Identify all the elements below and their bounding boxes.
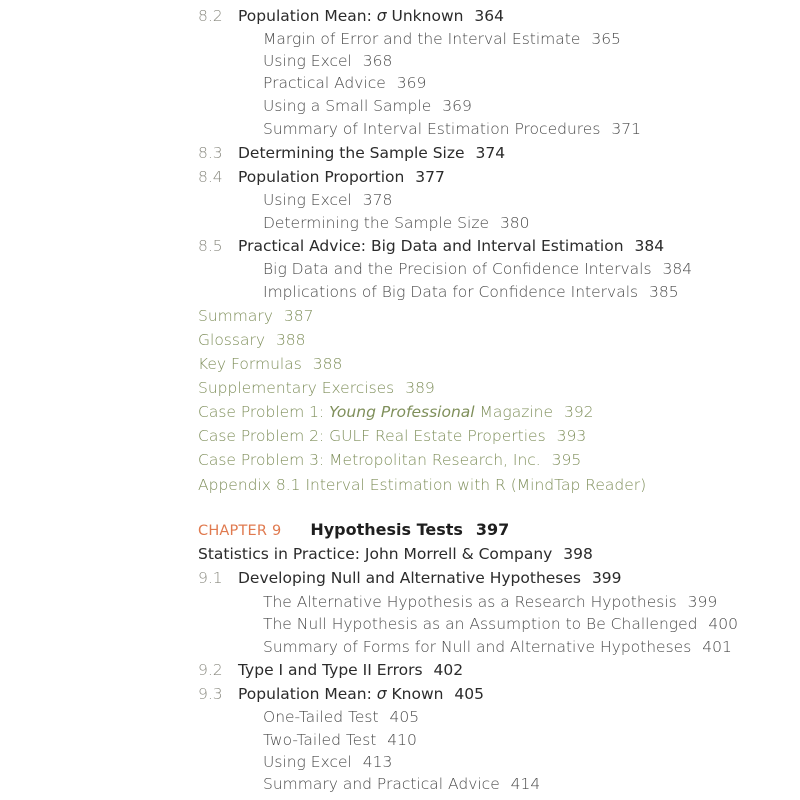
subentry-title: Summary of Interval Estimation Procedures (263, 120, 601, 138)
page-number: 384 (662, 260, 693, 278)
toc-subentry[interactable] (263, 774, 540, 794)
toc-entry-9-1[interactable] (198, 568, 622, 588)
toc-end-entry-summary[interactable] (198, 306, 313, 326)
toc-entry-8-2[interactable] (198, 6, 504, 26)
page-number: 368 (362, 52, 393, 70)
toc-end-entry-appendix-8-1[interactable] (198, 475, 646, 495)
toc-subentry[interactable] (263, 752, 392, 772)
page-number: 378 (362, 191, 393, 209)
toc-entry-8-5[interactable] (198, 236, 664, 256)
subentry-title: Summary of Forms for Null and Alternative Hypotheses (263, 638, 692, 656)
section-number: 9.1 (198, 569, 223, 587)
page-number: 414 (510, 775, 541, 793)
subentry-title: Summary and Practical Advice (263, 775, 500, 793)
subentry-title: Two-Tailed Test (263, 731, 377, 749)
section-title: Developing Null and Alternative Hypotheses (238, 569, 581, 587)
section-title: Determining the Sample Size (238, 144, 465, 162)
toc-subentry[interactable] (263, 73, 426, 93)
entry-title: Appendix 8.1 Interval Estimation with R (MindTap Reader) (198, 476, 647, 494)
page-number: 385 (649, 283, 679, 301)
page-number: 398 (563, 545, 593, 563)
subentry-title: Using a Small Sample (263, 97, 432, 115)
page-number: 384 (634, 237, 665, 255)
toc-subentry[interactable] (263, 707, 419, 727)
toc-end-entry-case-problem-2[interactable] (198, 426, 586, 446)
page-number: 400 (708, 615, 738, 633)
entry-title: Case Problem 1: Young Professional Magazine (198, 403, 554, 421)
toc-subentry[interactable] (263, 119, 641, 139)
subentry-title: Using Excel (263, 753, 352, 771)
page-number: 405 (389, 708, 420, 726)
page-number: 377 (415, 168, 445, 186)
page-number: 388 (275, 331, 306, 349)
toc-subentry[interactable] (263, 730, 417, 750)
page-number: 380 (499, 214, 530, 232)
page-number: 387 (283, 307, 314, 325)
toc-end-entry-case-problem-3[interactable] (198, 450, 581, 470)
entry-title: Case Problem 3: Metropolitan Research, Inc. (198, 451, 541, 469)
section-title: Population Proportion (238, 168, 405, 186)
subentry-title: Using Excel (263, 52, 352, 70)
page-number: 395 (551, 451, 582, 469)
page-number: 374 (475, 144, 506, 162)
entry-title: Statistics in Practice: John Morrell & Company (198, 545, 553, 563)
subentry-title: Implications of Big Data for Confidence Intervals (263, 283, 639, 301)
page-number: 371 (611, 120, 641, 138)
section-number: 9.2 (198, 661, 223, 679)
section-title: Type I and Type II Errors (238, 661, 423, 679)
subentry-title: The Null Hypothesis as an Assumption to Be Challenged (263, 615, 698, 633)
subentry-title: The Alternative Hypothesis as a Research Hypothesis (263, 593, 677, 611)
section-number: 8.2 (198, 7, 223, 25)
subentry-title: Big Data and the Precision of Confidence Intervals (263, 260, 652, 278)
page-number: 365 (591, 30, 621, 48)
section-number: 8.4 (198, 168, 223, 186)
page-number: 399 (591, 569, 622, 587)
toc-subentry[interactable] (263, 29, 621, 49)
page-number: 388 (312, 355, 343, 373)
chapter-page-number: 397 (475, 520, 510, 539)
chapter-title: Hypothesis Tests (310, 520, 463, 539)
subentry-title: Using Excel (263, 191, 352, 209)
page-number: 405 (454, 685, 485, 703)
page-number: 402 (433, 661, 464, 679)
page-number: 389 (405, 379, 435, 397)
entry-title: Summary (198, 307, 273, 325)
toc-subentry[interactable] (263, 592, 717, 612)
section-title: Population Mean: σ Known (238, 685, 444, 703)
page-number: 399 (687, 593, 718, 611)
toc-end-entry-glossary[interactable] (198, 330, 306, 350)
subentry-title: Practical Advice (263, 74, 386, 92)
toc-subentry[interactable] (263, 259, 692, 279)
toc-subentry[interactable] (263, 96, 472, 116)
statistics-in-practice-entry[interactable] (198, 544, 593, 564)
toc-entry-8-4[interactable] (198, 167, 445, 187)
section-number: 9.3 (198, 685, 223, 703)
entry-title: Supplementary Exercises (198, 379, 395, 397)
chapter-heading[interactable] (198, 520, 509, 541)
toc-subentry[interactable] (263, 282, 679, 302)
page-number: 410 (387, 731, 417, 749)
page-number: 401 (702, 638, 732, 656)
section-title: Practical Advice: Big Data and Interval Estimation (238, 237, 624, 255)
page-number: 392 (563, 403, 594, 421)
subentry-title: Determining the Sample Size (263, 214, 489, 232)
toc-entry-9-2[interactable] (198, 660, 463, 680)
toc-end-entry-key-formulas[interactable] (198, 354, 342, 374)
entry-title: Glossary (198, 331, 265, 349)
page-number: 413 (362, 753, 393, 771)
section-number: 8.3 (198, 144, 223, 162)
section-number: 8.5 (198, 237, 223, 255)
toc-entry-8-3[interactable] (198, 143, 505, 163)
page-number: 364 (474, 7, 504, 25)
entry-title: Case Problem 2: GULF Real Estate Properties (198, 427, 546, 445)
section-title: Population Mean: σ Unknown (238, 7, 464, 25)
toc-subentry[interactable] (263, 190, 392, 210)
page-number: 369 (396, 74, 427, 92)
page-number: 369 (442, 97, 472, 115)
toc-end-entry-supplementary-exercises[interactable] (198, 378, 435, 398)
subentry-title: One-Tailed Test (263, 708, 379, 726)
toc-subentry[interactable] (263, 614, 738, 634)
page-number: 393 (556, 427, 587, 445)
subentry-title: Margin of Error and the Interval Estimate (263, 30, 581, 48)
entry-title: Key Formulas (198, 355, 302, 373)
toc-subentry[interactable] (263, 213, 530, 233)
chapter-label: CHAPTER 9 (198, 523, 282, 539)
toc-subentry[interactable] (263, 637, 732, 657)
toc-entry-9-3[interactable] (198, 684, 484, 704)
toc-subentry[interactable] (263, 51, 392, 71)
toc-end-entry-case-problem-1[interactable] (198, 402, 594, 422)
